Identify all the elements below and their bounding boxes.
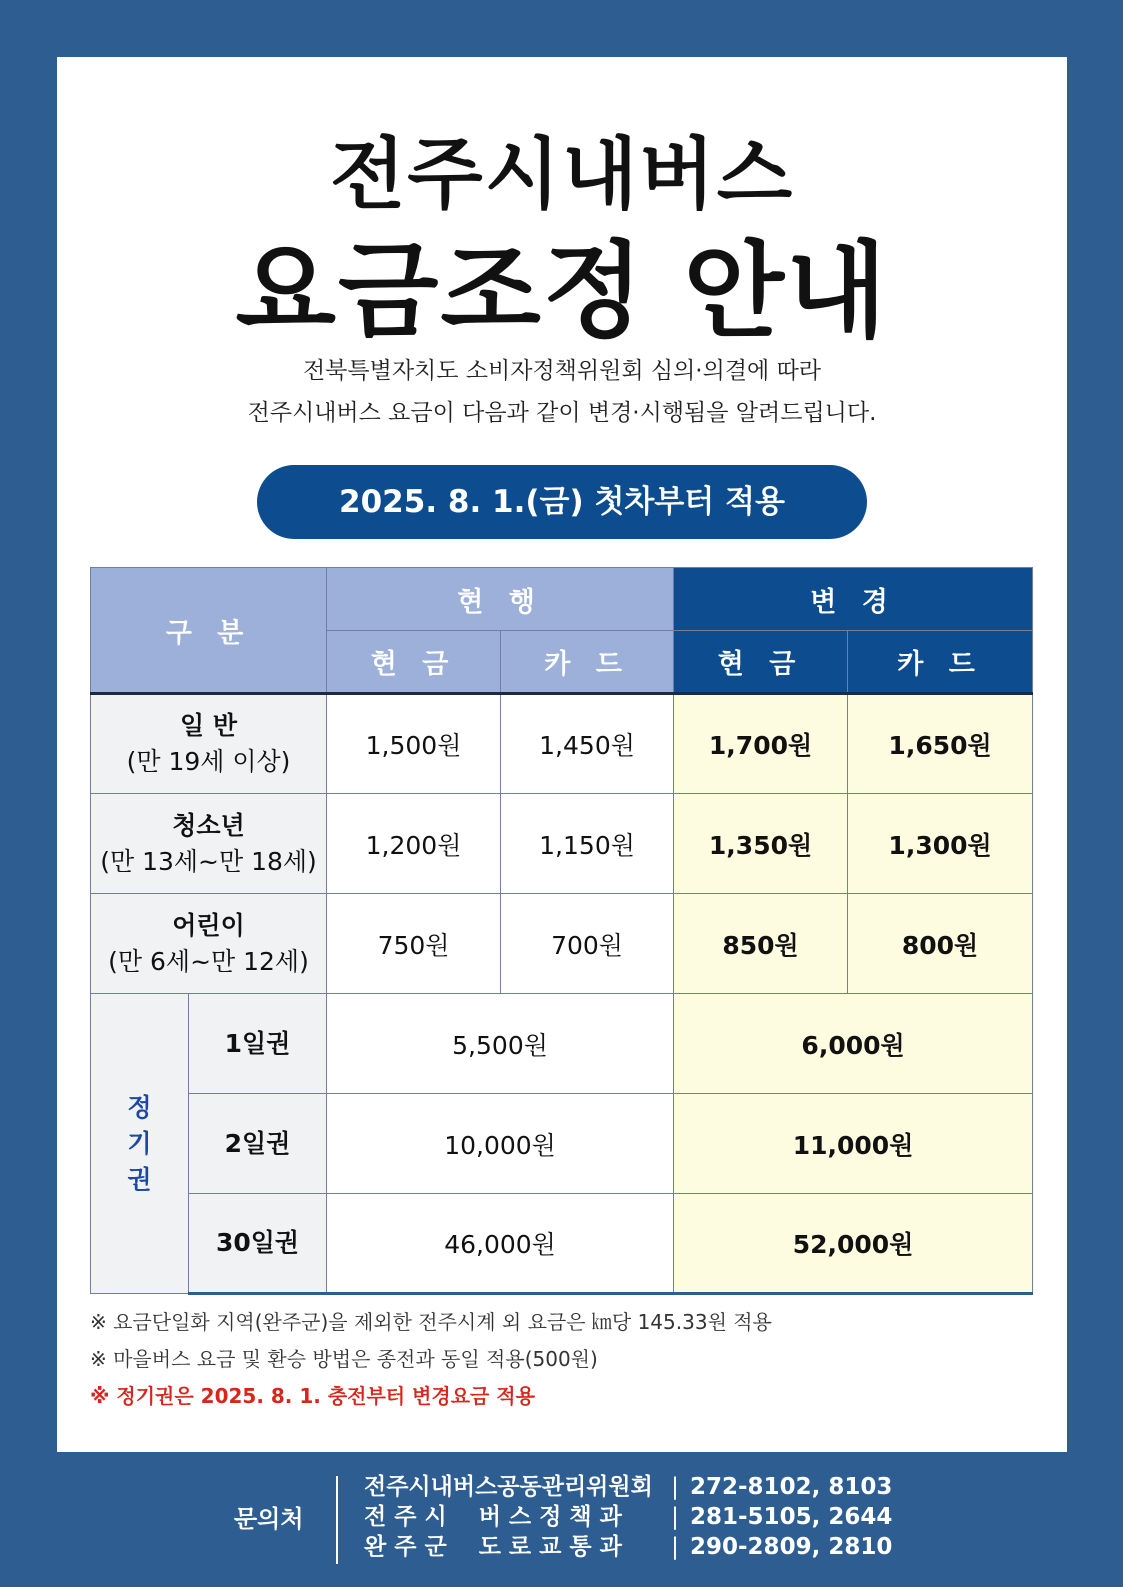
table-row bbox=[91, 994, 1033, 1094]
table-row bbox=[91, 1094, 1033, 1194]
header-category: 구 분 bbox=[91, 568, 327, 694]
current-cash-fare: 1,500원 bbox=[327, 694, 501, 794]
current-card-fare: 1,150원 bbox=[501, 794, 674, 894]
title-line1: 전주시내버스 bbox=[329, 130, 795, 220]
current-cash-fare: 750원 bbox=[327, 894, 501, 994]
current-card-fare: 1,450원 bbox=[501, 694, 674, 794]
header-changed: 변 경 bbox=[674, 568, 1033, 631]
table-row bbox=[91, 694, 1033, 794]
table-row bbox=[91, 894, 1033, 994]
contact-label: 문의처 bbox=[234, 1505, 304, 1533]
category-name: 청소년 bbox=[172, 810, 245, 840]
contact-org: 완 주 군 도 로 교 통 과 bbox=[364, 1534, 622, 1560]
row-category bbox=[91, 694, 327, 794]
current-cash-fare: 1,200원 bbox=[327, 794, 501, 894]
category-name: 어린이 bbox=[172, 910, 245, 940]
effective-date-badge: 2025. 8. 1.(금) 첫차부터 적용 bbox=[257, 465, 867, 539]
category-age: (만 19세 이상) bbox=[126, 747, 291, 776]
fare-table bbox=[90, 567, 1033, 1295]
contact-org: 전주시내버스공동관리위원회 bbox=[364, 1474, 653, 1500]
intro-text bbox=[57, 350, 1067, 434]
table-row bbox=[91, 794, 1033, 894]
changed-card-fare: 1,650원 bbox=[848, 694, 1033, 794]
contact-row bbox=[364, 1532, 892, 1562]
current-card-fare: 700원 bbox=[501, 894, 674, 994]
season-pass-label bbox=[91, 994, 189, 1294]
contact-phone: 272-8102, 8103 bbox=[690, 1474, 893, 1500]
category-age: (만 13세~만 18세) bbox=[100, 846, 317, 876]
changed-pass-fare: 11,000원 bbox=[674, 1094, 1033, 1194]
changed-card-fare: 800원 bbox=[848, 894, 1033, 994]
current-pass-fare: 10,000원 bbox=[327, 1094, 674, 1194]
pass-type: 1일권 bbox=[189, 994, 327, 1094]
contact-phone: 281-5105, 2644 bbox=[690, 1504, 893, 1530]
header-current-card: 카 드 bbox=[501, 631, 674, 694]
category-age: (만 6세~만 12세) bbox=[108, 946, 309, 976]
pass-type: 30일권 bbox=[189, 1194, 327, 1294]
season-label-char: 권 bbox=[127, 1164, 152, 1194]
contact-separator: | bbox=[671, 1504, 679, 1530]
header-changed-cash: 현 금 bbox=[674, 631, 848, 694]
contact-org: 전 주 시 버 스 정 책 과 bbox=[364, 1504, 622, 1530]
category-name: 일 반 bbox=[180, 711, 238, 740]
season-label-char: 기 bbox=[127, 1128, 152, 1158]
contact-separator: | bbox=[671, 1534, 679, 1560]
notes bbox=[90, 1304, 1030, 1415]
pass-type: 2일권 bbox=[189, 1094, 327, 1194]
header-current-cash: 현 금 bbox=[327, 631, 501, 694]
contact-row bbox=[364, 1472, 892, 1502]
changed-cash-fare: 1,700원 bbox=[674, 694, 848, 794]
contact-row bbox=[364, 1502, 892, 1532]
current-pass-fare: 5,500원 bbox=[327, 994, 674, 1094]
contact-list bbox=[364, 1472, 892, 1562]
title-line2: 요금조정 안내 bbox=[235, 230, 889, 352]
contact-footer bbox=[0, 1452, 1123, 1587]
table-row bbox=[91, 1194, 1033, 1294]
note-item: ※ 요금단일화 지역(완주군)을 제외한 전주시계 외 요금은 ㎞당 145.33원 적용 bbox=[90, 1310, 772, 1334]
season-label-char: 정 bbox=[127, 1092, 152, 1122]
row-category bbox=[91, 794, 327, 894]
row-category bbox=[91, 894, 327, 994]
header-changed-card: 카 드 bbox=[848, 631, 1033, 694]
note-item: ※ 마을버스 요금 및 환승 방법은 종전과 동일 적용(500원) bbox=[90, 1347, 598, 1371]
notice-paper bbox=[57, 57, 1067, 1452]
intro-line2: 전주시내버스 요금이 다음과 같이 변경·시행됨을 알려드립니다. bbox=[247, 400, 877, 426]
changed-cash-fare: 850원 bbox=[674, 894, 848, 994]
changed-pass-fare: 52,000원 bbox=[674, 1194, 1033, 1294]
changed-pass-fare: 6,000원 bbox=[674, 994, 1033, 1094]
note-highlight: ※ 정기권은 2025. 8. 1. 충전부터 변경요금 적용 bbox=[90, 1384, 535, 1408]
intro-line1: 전북특별자치도 소비자정책위원회 심의·의결에 따라 bbox=[302, 358, 822, 384]
current-pass-fare: 46,000원 bbox=[327, 1194, 674, 1294]
changed-card-fare: 1,300원 bbox=[848, 794, 1033, 894]
contact-separator: | bbox=[671, 1474, 679, 1500]
footer-divider bbox=[336, 1476, 338, 1564]
contact-phone: 290-2809, 2810 bbox=[690, 1534, 893, 1560]
changed-cash-fare: 1,350원 bbox=[674, 794, 848, 894]
header-current: 현 행 bbox=[327, 568, 674, 631]
